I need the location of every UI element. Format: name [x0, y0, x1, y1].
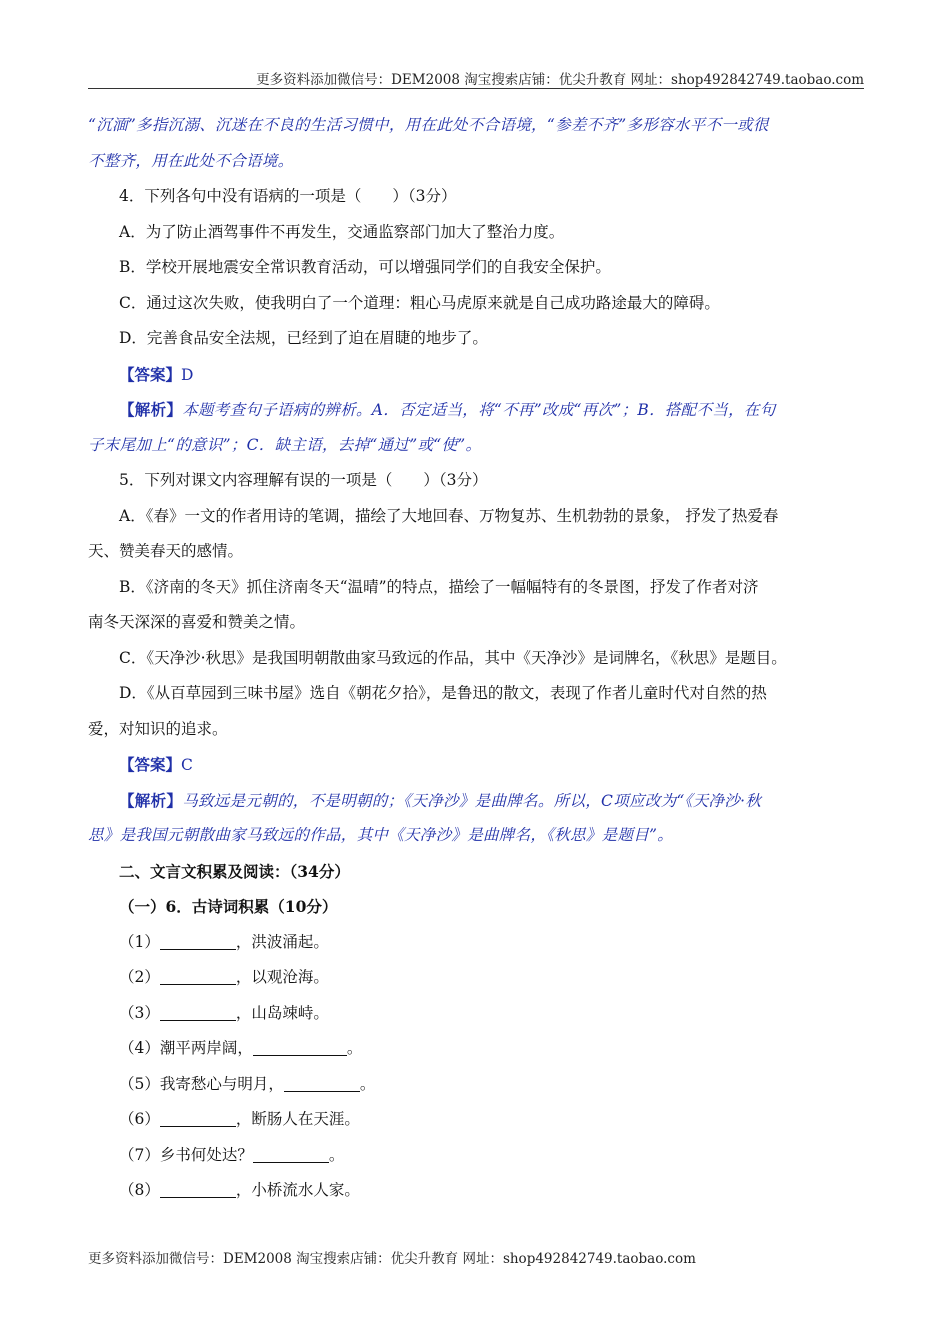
item-text-before: 乡书何处达？	[159, 1145, 253, 1164]
q4-option-a: A．为了防止酒驾事件不再发生，交通监察部门加大了整治力度。	[119, 222, 565, 241]
item-text-after: 。	[359, 1074, 376, 1093]
item-text-after: ，以观沧海。	[235, 968, 329, 986]
q4-explanation-line2: 子末尾加上“的意识”；C．缺主语，去掉“通过”或“使”。	[88, 435, 482, 454]
poetry-item-7	[88, 1138, 864, 1174]
answer-tag: 【答案】	[119, 364, 182, 384]
fill-blank[interactable]	[284, 1073, 360, 1092]
q5-option-d-line2: 爱，对知识的追求。	[88, 719, 228, 738]
item-number: （7）	[119, 1145, 160, 1164]
fill-blank[interactable]	[160, 931, 236, 950]
answer-value: D	[181, 365, 194, 384]
q4-option-b: B．学校开展地震安全常识教育活动，可以增强同学们的自我安全保护。	[119, 258, 611, 276]
q5-option-d-line1: D．《从百草园到三味书屋》选自《朝花夕拾》，是鲁迅的散文，表现了作者儿童时代对自然的热	[119, 684, 767, 702]
item-number: （5）	[119, 1074, 160, 1093]
poetry-item-5	[88, 1067, 864, 1103]
poetry-item-1	[88, 925, 864, 961]
fill-blank[interactable]	[160, 1002, 236, 1021]
q4-answer	[88, 357, 864, 393]
poetry-item-8	[88, 1173, 864, 1209]
item-number: （3）	[119, 1003, 160, 1022]
fill-blank[interactable]	[160, 1108, 236, 1127]
q3-explanation-line1: “沉湎”多指沉溺、沉迷在不良的生活习惯中，用在此处不合语境，“参差不齐”多形容水平不一或很	[88, 116, 769, 134]
answer-value: C	[181, 756, 193, 774]
fill-blank[interactable]	[253, 1037, 347, 1056]
q5-answer	[88, 747, 864, 783]
answer-tag: 【答案】	[119, 755, 182, 774]
q5-explanation-line1	[88, 783, 864, 819]
sub-section-title: （一）6．古诗词积累（10分）	[119, 897, 338, 916]
poetry-item-6	[88, 1102, 864, 1138]
item-number: （2）	[119, 968, 160, 986]
q5-option-b-line2: 南冬天深深的喜爱和赞美之情。	[88, 613, 306, 631]
q5-option-c: C．《天净沙·秋思》是我国明朝散曲家马致远的作品，其中《天净沙》是词牌名，《秋思》是题目。	[119, 648, 787, 667]
page-header: 更多资料添加微信号：DEM2008 淘宝搜索店铺：优尖升教育 网址：shop492842749.taobao.com	[256, 72, 864, 88]
q4-explanation-line1	[88, 392, 864, 428]
q5-option-a-line1: A．《春》一文的作者用诗的笔调，描绘了大地回春、万物复苏、生机勃勃的景象， 抒发了热爱春	[119, 506, 779, 525]
q5-stem: 5．下列对课文内容理解有误的一项是（ ）（3分）	[119, 471, 488, 489]
header-divider	[88, 88, 864, 89]
poetry-item-2	[88, 960, 864, 996]
item-text-before: 我寄愁心与明月，	[159, 1074, 284, 1093]
q5-option-a-line2: 天、赞美春天的感情。	[88, 542, 244, 560]
q5-option-b-line1: B．《济南的冬天》抓住济南冬天“温晴”的特点，描绘了一幅幅特有的冬景图，抒发了作者对济	[119, 577, 759, 596]
item-text-after: ，小桥流水人家。	[235, 1181, 360, 1199]
explanation-tag: 【解析】	[119, 400, 183, 419]
item-number: （1）	[119, 932, 160, 951]
explanation-text: 马致远是元朝的，不是明朝的；《天净沙》是曲牌名。所以，C项应改为“《天净沙·秋	[182, 791, 762, 810]
item-text-after: ，断肠人在天涯。	[235, 1110, 360, 1128]
item-text-before: 潮平两岸阔，	[159, 1039, 253, 1057]
q4-option-c: C．通过这次失败，使我明白了一个道理：粗心马虎原来就是自己成功路途最大的障碍。	[119, 293, 720, 312]
item-number: （6）	[119, 1110, 160, 1128]
fill-blank[interactable]	[160, 1179, 236, 1198]
q4-option-d: D．完善食品安全法规，已经到了迫在眉睫的地步了。	[119, 329, 488, 347]
fill-blank[interactable]	[253, 1144, 329, 1163]
item-number: （8）	[119, 1181, 160, 1199]
q5-explanation-line2: 思》是我国元朝散曲家马致远的作品，其中《天净沙》是曲牌名，《秋思》是题目”。	[88, 826, 674, 844]
section-title: 二、文言文积累及阅读：（34分）	[119, 861, 350, 881]
item-text-after: 。	[328, 1145, 345, 1164]
document-body	[88, 108, 864, 1209]
poetry-item-4	[88, 1031, 864, 1067]
item-text-after: ，山岛竦峙。	[235, 1003, 329, 1022]
item-number: （4）	[119, 1039, 160, 1057]
fill-blank[interactable]	[160, 966, 236, 985]
q4-stem: 4．下列各句中没有语病的一项是（ ）（3分）	[119, 187, 457, 205]
page-footer: 更多资料添加微信号：DEM2008 淘宝搜索店铺：优尖升教育 网址：shop492842749.taobao.com	[88, 1251, 696, 1267]
item-text-after: 。	[346, 1039, 363, 1057]
item-text-after: ，洪波涌起。	[235, 932, 329, 951]
q3-explanation-line2: 不整齐，用在此处不合语境。	[88, 151, 294, 170]
poetry-item-3	[88, 996, 864, 1032]
explanation-text: 本题考查句子语病的辨析。A．否定适当，将“不再”改成“再次”；B．搭配不当，在句	[182, 401, 776, 419]
explanation-tag: 【解析】	[119, 790, 183, 810]
